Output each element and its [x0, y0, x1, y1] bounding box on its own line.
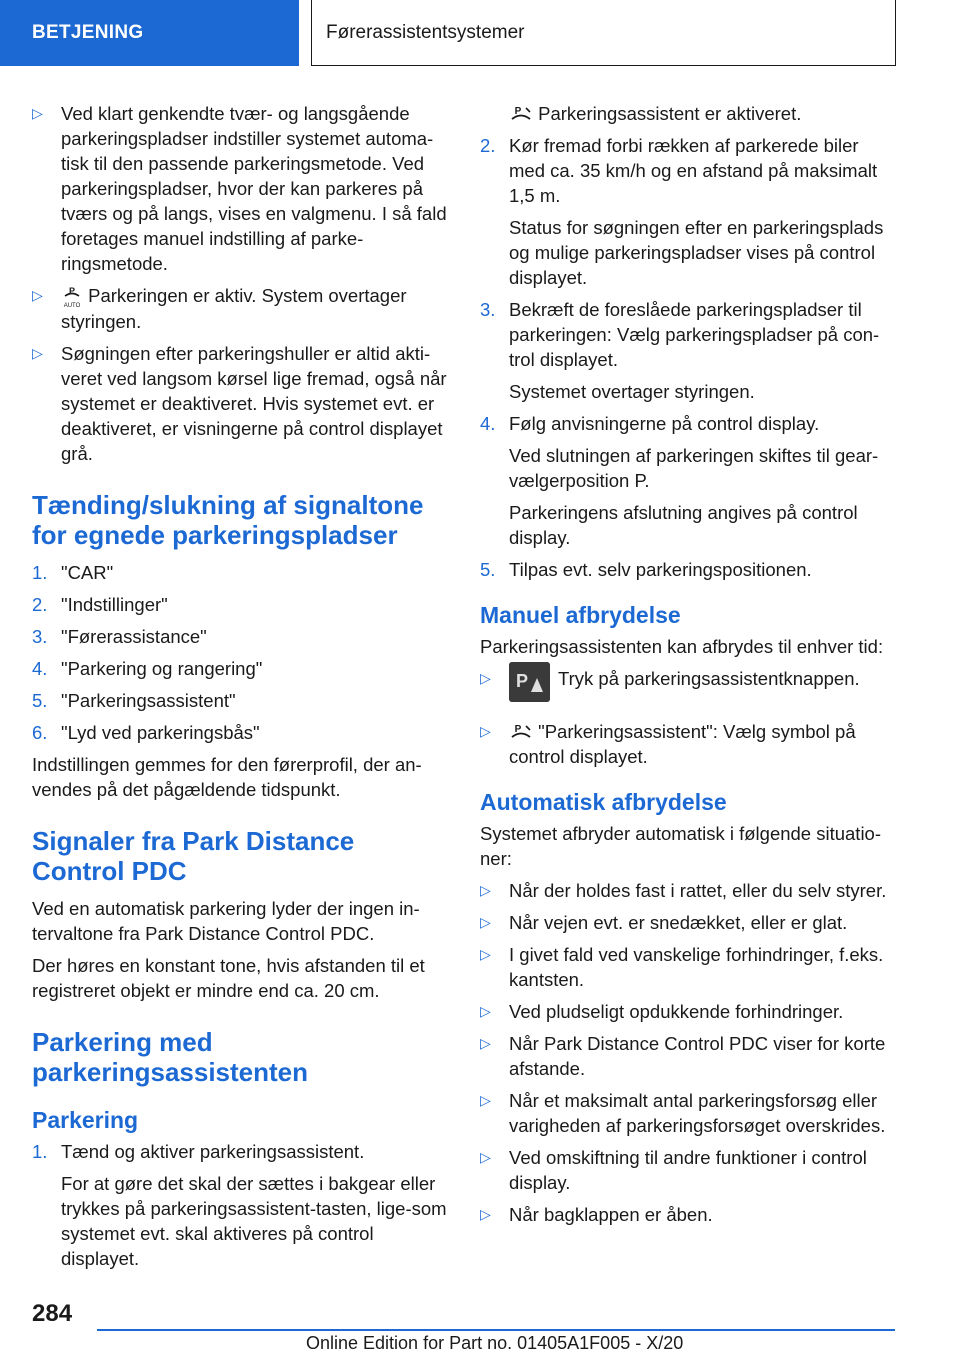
list-item: ▷ Når bagklappen er åben. [480, 1204, 713, 1226]
triangle-bullet-icon: ▷ [480, 1149, 491, 1166]
parking-assistant-button-icon [509, 662, 550, 702]
parking-steps-left [32, 1139, 450, 1271]
left-column [32, 101, 450, 1278]
heading-pdc: Signaler fra Park Distance Control PDC [32, 826, 355, 887]
svg-text:P: P [68, 286, 76, 297]
heading-automatic-interrupt: Automatisk afbrydelse [480, 789, 727, 816]
svg-text:P: P [514, 724, 522, 736]
manual-bullets [480, 666, 898, 769]
list-item: ▷ P Tryk på parkeringsassistentknappen. [480, 666, 898, 712]
list-item: ▷ Ved klart genkendte tvær- og langsgående parkeringspladser indstiller systemet automa-tisk til den passende parkeringsmetode. Ved parkeringspladser, hvor der kan parkeres på tværs og på langs, vises en valgmenu. I så fald foretages manuel indstilling af parke-ringsmetode. [32, 103, 447, 274]
triangle-bullet-icon: ▷ [480, 670, 491, 687]
chapter-label: Førerassistentsystemer [311, 0, 896, 66]
list-item: 2. Kør fremad forbi rækken af parkerede biler med ca. 35 km/h og en afstand på maksimalt 1,5 m. Status for søgningen efter en parkeringsplads og mulige parkeringspladser vises på control displayet. [480, 135, 884, 289]
manual-intro: Parkeringsassistenten kan afbrydes til enhver tid: [480, 636, 884, 658]
triangle-bullet-icon: ▷ [480, 723, 491, 740]
signal-steps [32, 560, 450, 745]
footer-edition: Online Edition for Part no. 01405A1F005 - X/20 [306, 1333, 684, 1353]
page-number: 284 [32, 1300, 73, 1327]
list-item: 3. "Førerassistance" [32, 626, 207, 648]
triangle-bullet-icon: ▷ [480, 1092, 491, 1109]
pdc-paragraph-2: Der høres en konstant tone, hvis afstanden til et registreret objekt er mindre end ca. 20 cm. [32, 955, 425, 1002]
section-label: BETJENING [0, 0, 299, 66]
list-item: 5. Tilpas evt. selv parkeringspositionen. [480, 559, 812, 581]
parking-steps-right [480, 133, 898, 582]
svg-text:P: P [514, 106, 522, 118]
list-item: 4. "Parkering og rangering" [32, 658, 263, 680]
list-item: 5. "Parkeringsassistent" [32, 690, 236, 712]
list-item: 6. "Lyd ved parkeringsbås" [32, 722, 260, 744]
pdc-paragraph-1: Ved en automatisk parkering lyder der ingen in-tervaltone fra Park Distance Control PDC. [32, 898, 420, 945]
triangle-bullet-icon: ▷ [480, 882, 491, 899]
list-item: 1. Tænd og aktiver parkeringsassistent. For at gøre det skal der sættes i bakgear eller trykkes på parkeringsassistent-tasten, lige-som systemet evt. skal aktiveres på control displayet. [32, 1141, 447, 1270]
active-line: P Parkeringsassistent er aktiveret. [480, 101, 898, 126]
list-item: ▷ Når vejen evt. er snedækket, eller er glat. [480, 912, 848, 934]
heading-parkering: Parkering [32, 1107, 139, 1134]
parking-assistant-icon [509, 722, 533, 744]
heading-manual-interrupt: Manuel afbrydelse [480, 602, 681, 629]
auto-intro: Systemet afbryder automatisk i følgende situatio-ner: [480, 823, 882, 870]
parking-assistant-icon [509, 104, 533, 126]
list-item: ▷ Ved omskiftning til andre funktioner i control display. [480, 1147, 867, 1194]
triangle-bullet-icon: ▷ [32, 105, 43, 121]
triangle-bullet-icon: ▷ [480, 1035, 491, 1052]
triangle-bullet-icon: ▷ [32, 345, 43, 362]
triangle-bullet-icon: ▷ [480, 946, 491, 963]
triangle-bullet-icon: ▷ [480, 914, 491, 931]
signal-note: Indstillingen gemmes for den førerprofil, der an-vendes på det pågældende tidspunkt. [32, 754, 422, 801]
list-item: 1. "CAR" [32, 562, 114, 584]
svg-text:AUTO: AUTO [63, 303, 81, 310]
list-item: ▷ Ved pludseligt opdukkende forhindringer. [480, 1001, 844, 1023]
list-item: 2. "Indstillinger" [32, 594, 168, 616]
triangle-bullet-icon: ▷ [480, 1206, 491, 1223]
triangle-bullet-icon: ▷ [480, 1003, 491, 1020]
list-item: ▷ P "Parkeringsassistent": Vælg symbol på control displayet. [480, 721, 856, 768]
right-column [480, 101, 898, 1234]
list-item: ▷ I givet fald ved vanskelige forhindringer, f.eks. kantsten. [480, 944, 884, 991]
list-item: ▷ Når der holdes fast i rattet, eller du selv styrer. [480, 880, 887, 902]
page-header [0, 0, 960, 66]
list-item: ▷ P AUTO Parkeringen er aktiv. System overtager styringen. [32, 285, 407, 333]
list-item: ▷ Når et maksimalt antal parkeringsforsøg eller varigheden af parkeringsforsøget overskrides. [480, 1090, 886, 1137]
heading-parking-assistant: Parkering med parkeringsassistenten [32, 1027, 309, 1088]
svg-text:P: P [515, 671, 529, 692]
list-item: ▷ Søgningen efter parkeringshuller er altid akti-veret ved langsom kørsel lige fremad, også når systemet er deaktiveret. Hvis systemet evt. er deaktiveret, er visningerne på control displayet grå. [32, 343, 447, 465]
intro-bullets [32, 101, 450, 466]
list-item: 3. Bekræft de foreslåede parkeringspladser til parkeringen: Vælg parkeringspladser på con-trol displayet. Systemet overtager styringen. [480, 299, 880, 403]
parking-assistant-auto-icon [61, 285, 83, 309]
triangle-bullet-icon: ▷ [32, 287, 43, 303]
list-item: 4. Følg anvisningerne på control display. Ved slutningen af parkeringen skiftes til gear-vælgerposition P. Parkeringens afslutning angives på control display. [480, 413, 879, 549]
footer-divider [97, 1329, 895, 1331]
auto-bullets [480, 878, 898, 1227]
heading-signal-tone: Tænding/slukning af signaltone for egnede parkeringspladser [32, 490, 424, 551]
list-item: ▷ Når Park Distance Control PDC viser for korte afstande. [480, 1033, 886, 1080]
